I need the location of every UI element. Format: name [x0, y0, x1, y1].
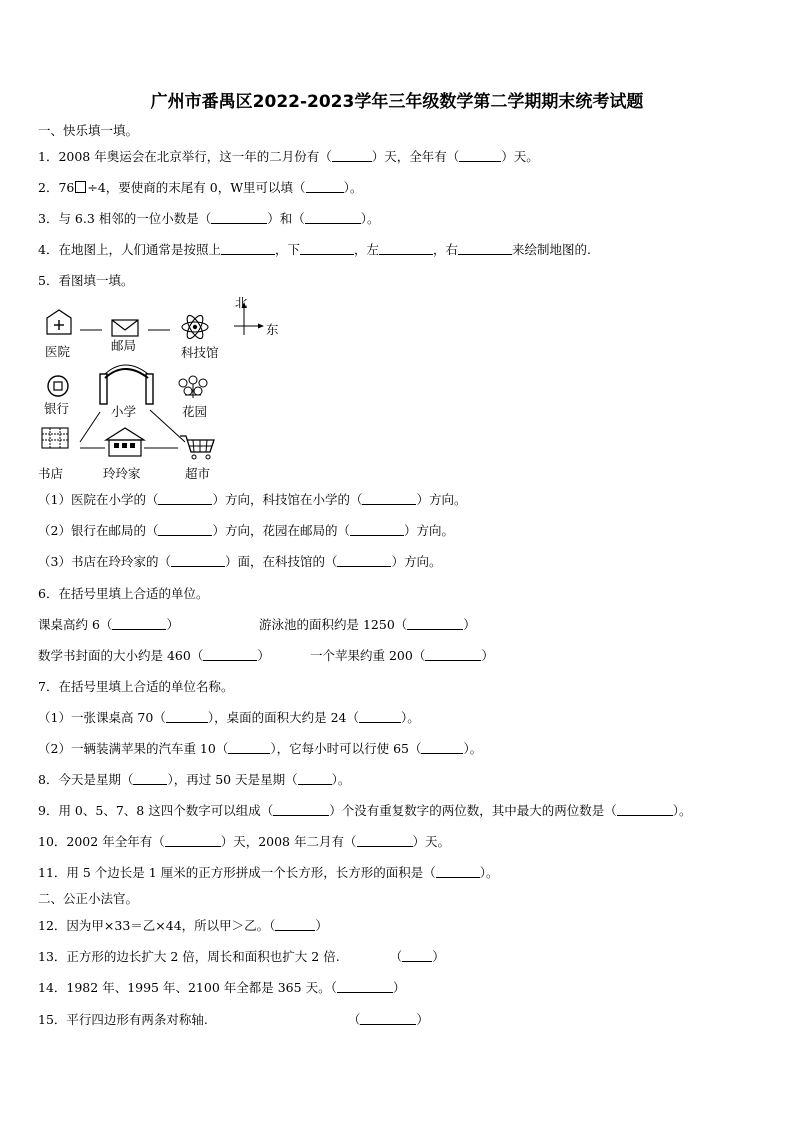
answer-blank[interactable] [166, 710, 208, 723]
bank-coin-icon [48, 376, 68, 396]
question-5-3: （3）书店在玲玲家的（ ）面，在科技馆的（ ）方向。 [38, 554, 442, 569]
answer-blank[interactable] [350, 523, 404, 536]
answer-blank[interactable] [337, 554, 391, 567]
answer-blank[interactable] [306, 180, 344, 193]
section-2-heading: 二、公正小法官。 [38, 891, 139, 906]
label-garden: 花园 [182, 404, 208, 419]
label-post-office: 邮局 [111, 338, 137, 353]
shopping-cart-icon [180, 436, 214, 459]
answer-blank[interactable] [211, 211, 267, 224]
label-bank: 银行 [44, 401, 70, 416]
books-icon [42, 428, 68, 448]
label-hospital: 医院 [45, 344, 71, 359]
question-14: 14．1982 年、1995 年、2100 年全都是 365 天。（ ） [38, 980, 406, 995]
house-icon [106, 428, 144, 456]
answer-blank[interactable] [332, 149, 372, 162]
answer-blank[interactable] [459, 149, 501, 162]
question-6-row-2: 数学书封面的大小约是 460（ ） [38, 648, 270, 663]
answer-blank[interactable] [458, 242, 512, 255]
question-5-2: （2）银行在邮局的（ ）方向，花园在邮局的（ ）方向。 [38, 523, 454, 538]
question-5-1: （1）医院在小学的（ ）方向，科技馆在小学的（ ）方向。 [38, 492, 467, 507]
answer-blank[interactable] [221, 242, 275, 255]
question-13: 13．正方形的边长扩大 2 倍，周长和面积也扩大 2 倍. （ ） [38, 949, 445, 964]
school-gate-icon [100, 365, 153, 404]
answer-blank[interactable] [379, 242, 433, 255]
question-3: 3．与 6.3 相邻的一位小数是（ ）和（ ）。 [38, 211, 380, 226]
answer-blank[interactable] [171, 554, 225, 567]
answer-blank[interactable] [436, 865, 480, 878]
answer-blank[interactable] [617, 803, 673, 816]
answer-blank[interactable] [360, 1012, 416, 1025]
answer-blank[interactable] [228, 741, 270, 754]
answer-blank[interactable] [337, 980, 393, 993]
question-6-row-1-right: 游泳池的面积约是 1250（ ） [259, 617, 476, 632]
question-7: 7．在括号里填上合适的单位名称。 [38, 679, 234, 694]
answer-blank[interactable] [359, 710, 401, 723]
section-1-heading: 一、快乐填一填。 [38, 123, 139, 138]
envelope-icon [112, 320, 138, 336]
answer-blank[interactable] [112, 617, 166, 630]
label-school: 小学 [111, 404, 137, 419]
label-lingling-home: 玲玲家 [103, 466, 141, 481]
answer-blank[interactable] [300, 242, 354, 255]
answer-blank[interactable] [158, 523, 212, 536]
answer-blank[interactable] [298, 772, 332, 785]
answer-blank[interactable] [362, 492, 416, 505]
compass-north-label: 北 [235, 295, 248, 310]
question-1: 1．2008 年奥运会在北京举行，这一年的二月份有（ ）天，全年有（ ）天。 [38, 149, 539, 164]
label-bookstore: 书店 [38, 466, 64, 481]
question-6-row-2-right: 一个苹果约重 200（ ） [310, 648, 494, 663]
question-7-2: （2）一辆装满苹果的汽车重 10（ ），它每小时可以行使 65（ ）。 [38, 741, 483, 756]
answer-blank[interactable] [158, 492, 212, 505]
atom-icon [182, 313, 208, 341]
question-11: 11．用 5 个边长是 1 厘米的正方形拼成一个长方形，长方形的面积是（ ）。 [38, 865, 499, 880]
question-9: 9．用 0、5、7、8 这四个数字可以组成（ ）个没有重复数字的两位数，其中最大的两位数是（ ）。 [38, 803, 692, 818]
answer-blank[interactable] [407, 617, 463, 630]
answer-blank[interactable] [133, 772, 167, 785]
label-science-museum: 科技馆 [181, 345, 219, 360]
question-12: 12．因为甲×33＝乙×44，所以甲＞乙。（ ） [38, 918, 328, 933]
question-5: 5．看图填一填。 [38, 273, 134, 288]
map-diagram [30, 290, 300, 485]
question-6: 6．在括号里填上合适的单位。 [38, 586, 209, 601]
box-placeholder-icon [75, 181, 86, 193]
question-4: 4．在地图上，人们通常是按照上 ，下 ，左 ，右 来绘制地图的. [38, 242, 591, 257]
answer-blank[interactable] [275, 918, 315, 931]
answer-blank[interactable] [421, 741, 463, 754]
label-supermarket: 超市 [185, 466, 211, 481]
answer-blank[interactable] [402, 949, 432, 962]
question-8: 8．今天是星期（ ），再过 50 天是星期（ ）。 [38, 772, 351, 787]
question-10: 10．2002 年全年有（ ）天，2008 年二月有（ ）天。 [38, 834, 451, 849]
answer-blank[interactable] [357, 834, 413, 847]
answer-blank[interactable] [425, 648, 481, 661]
answer-blank[interactable] [203, 648, 257, 661]
answer-blank[interactable] [273, 803, 329, 816]
question-2: 2．76 ÷4，要使商的末尾有 0，W里可以填（ ）。 [38, 180, 363, 195]
compass-east-label: 东 [266, 322, 279, 337]
question-6-row-1: 课桌高约 6（ ） [38, 617, 179, 632]
answer-blank[interactable] [305, 211, 361, 224]
question-7-1: （1）一张课桌高 70（ ），桌面的面积大约是 24（ ）。 [38, 710, 420, 725]
question-15: 15．平行四边形有两条对称轴. （ ） [38, 1012, 429, 1027]
hospital-icon [47, 310, 71, 334]
page-title: 广州市番禺区2022-2023学年三年级数学第二学期期末统考试题 [150, 92, 644, 112]
answer-blank[interactable] [165, 834, 221, 847]
flowers-icon [179, 376, 207, 398]
